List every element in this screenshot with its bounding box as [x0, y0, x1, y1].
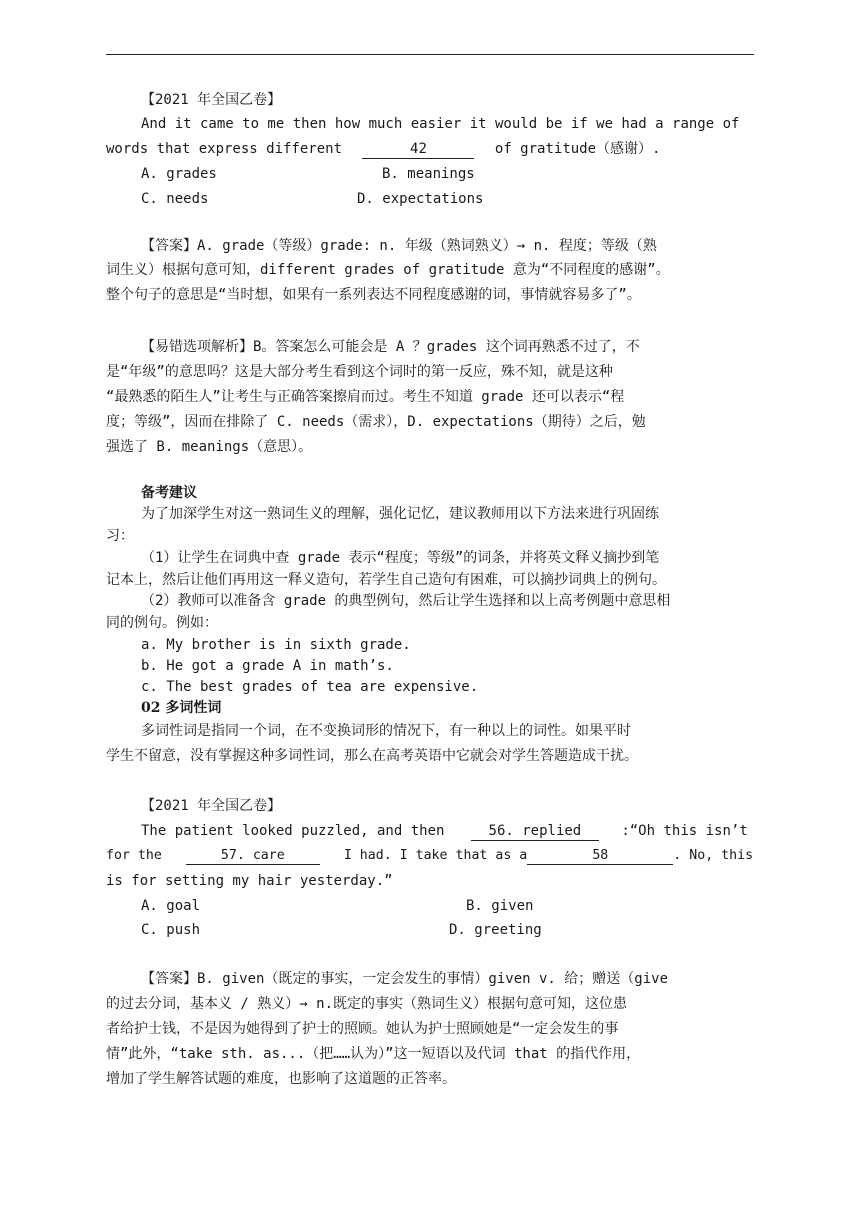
q1-analysis-line2: 是“年级”的意思吗？这是大部分考生看到这个词时的第一反应，殊不知，就是这种: [106, 364, 613, 380]
advice-line2: 习：: [106, 528, 134, 544]
q1-option-d: D. expectations: [357, 191, 484, 207]
q1-answer-line2: 词生义）根据句意可知，different grades of gratitude 意为“不同程度的感谢”。: [106, 262, 670, 278]
q2-option-c: C. push: [141, 922, 201, 938]
q2-answer-line2: 的过去分词，基本义 / 熟义）→ n.既定的事实（熟词生义）根据句意可知，这位患: [106, 996, 627, 1012]
q1-answer-line1: 【答案】A. grade（等级）grade: n. 年级（熟词熟义）→ n. 程度；等级（熟: [141, 238, 657, 254]
q1-stem-text-end: of gratitude（感谢）.: [494, 141, 661, 157]
advice-line4: 记本上，然后让他们再用这一释义造句，若学生自己造句有困难，可以摘抄词典上的例句。: [106, 572, 666, 588]
q1-header: 【2021 年全国乙卷】: [141, 92, 282, 108]
advice-line5: （2）教师可以准备含 grade 的典型例句，然后让学生选择和以上高考例题中意思相: [141, 593, 671, 609]
q1-stem-line1: And it came to me then how much easier it would be if we had a range of: [141, 116, 740, 132]
q2-stem-text4: I had. I take that as a: [343, 848, 528, 863]
q2-blank-58: 58: [527, 847, 673, 865]
q1-analysis-line5: 强选了 B. meanings（意思）。: [106, 439, 313, 455]
q1-option-a: A. grades: [141, 166, 217, 182]
q1-analysis-line4: 度；等级”，因而在排除了 C. needs（需求），D. expectations（期待）之后，勉: [106, 414, 646, 430]
q2-blank-56: 56. replied: [471, 823, 599, 841]
q1-option-c: C. needs: [141, 191, 209, 207]
q2-blank-57: 57. care: [186, 847, 320, 865]
q2-option-d: D. greeting: [449, 922, 542, 938]
q2-stem-text5: . No, this: [673, 848, 754, 863]
advice-example-b: b. He got a grade A in math’s.: [141, 658, 394, 674]
q2-option-b: B. given: [466, 898, 534, 914]
q2-stem-line3: is for setting my hair yesterday.”: [106, 873, 393, 889]
q1-option-b: B. meanings: [382, 166, 475, 182]
q1-analysis-line1: 【易错选项解析】B。答案怎么可能会是 A ？grades 这个词再熟悉不过了，不: [141, 339, 640, 355]
advice-line3: （1）让学生在词典中查 grade 表示“程度；等级”的词条，并将英文释义摘抄到笔: [141, 550, 660, 566]
advice-title: 备考建议: [141, 485, 197, 501]
advice-line1: 为了加深学生对这一熟词生义的理解，强化记忆，建议教师用以下方法来进行巩固练: [141, 506, 659, 522]
q2-stem-line2: [106, 844, 756, 868]
q2-stem-line1: [141, 819, 756, 843]
q2-stem-text2: :“Oh this isn’t: [621, 823, 748, 839]
advice-line6: 同的例句。例如：: [106, 615, 218, 631]
q1-answer-line3: 整个句子的意思是“当时想，如果有一系列表达不同程度感谢的词，事情就容易多了”。: [106, 287, 641, 303]
q1-stem-text: words that express different: [106, 141, 343, 157]
q2-header: 【2021 年全国乙卷】: [141, 798, 282, 814]
advice-example-c: c. The best grades of tea are expensive.: [141, 679, 479, 695]
section2-line2: 学生不留意，没有掌握这种多词性词，那么在高考英语中它就会对学生答题造成干扰。: [106, 748, 638, 764]
header-rule: [106, 54, 754, 55]
q2-answer-line4: 情”此外，“take sth. as...（把……认为）”这一短语以及代词 that 的指代作用，: [106, 1046, 641, 1062]
q1-blank-42: 42: [362, 141, 474, 159]
q1-analysis-line3: “最熟悉的陌生人”让考生与正确答案擦肩而过。考生不知道 grade 还可以表示“程: [106, 389, 625, 405]
q2-answer-line1: 【答案】B. given（既定的事实，一定会发生的事情）given v. 给；赠送（give: [141, 971, 669, 987]
q2-answer-line5: 增加了学生解答试题的难度，也影响了这道题的正答率。: [106, 1071, 456, 1087]
section2-title: 02 多词性词: [141, 700, 222, 716]
advice-example-a: a. My brother is in sixth grade.: [141, 637, 411, 653]
q2-answer-line3: 者给护士钱，不是因为她得到了护士的照顾。她认为护士照顾她是“一定会发生的事: [106, 1021, 619, 1037]
q1-stem-line2: [106, 137, 756, 161]
q2-option-a: A. goal: [141, 898, 201, 914]
q2-stem-text1: The patient looked puzzled, and then: [141, 823, 445, 839]
section2-line1: 多词性词是指同一个词，在不变换词形的情况下，有一种以上的词性。如果平时: [141, 723, 631, 739]
q2-stem-text3: for the: [106, 848, 162, 863]
